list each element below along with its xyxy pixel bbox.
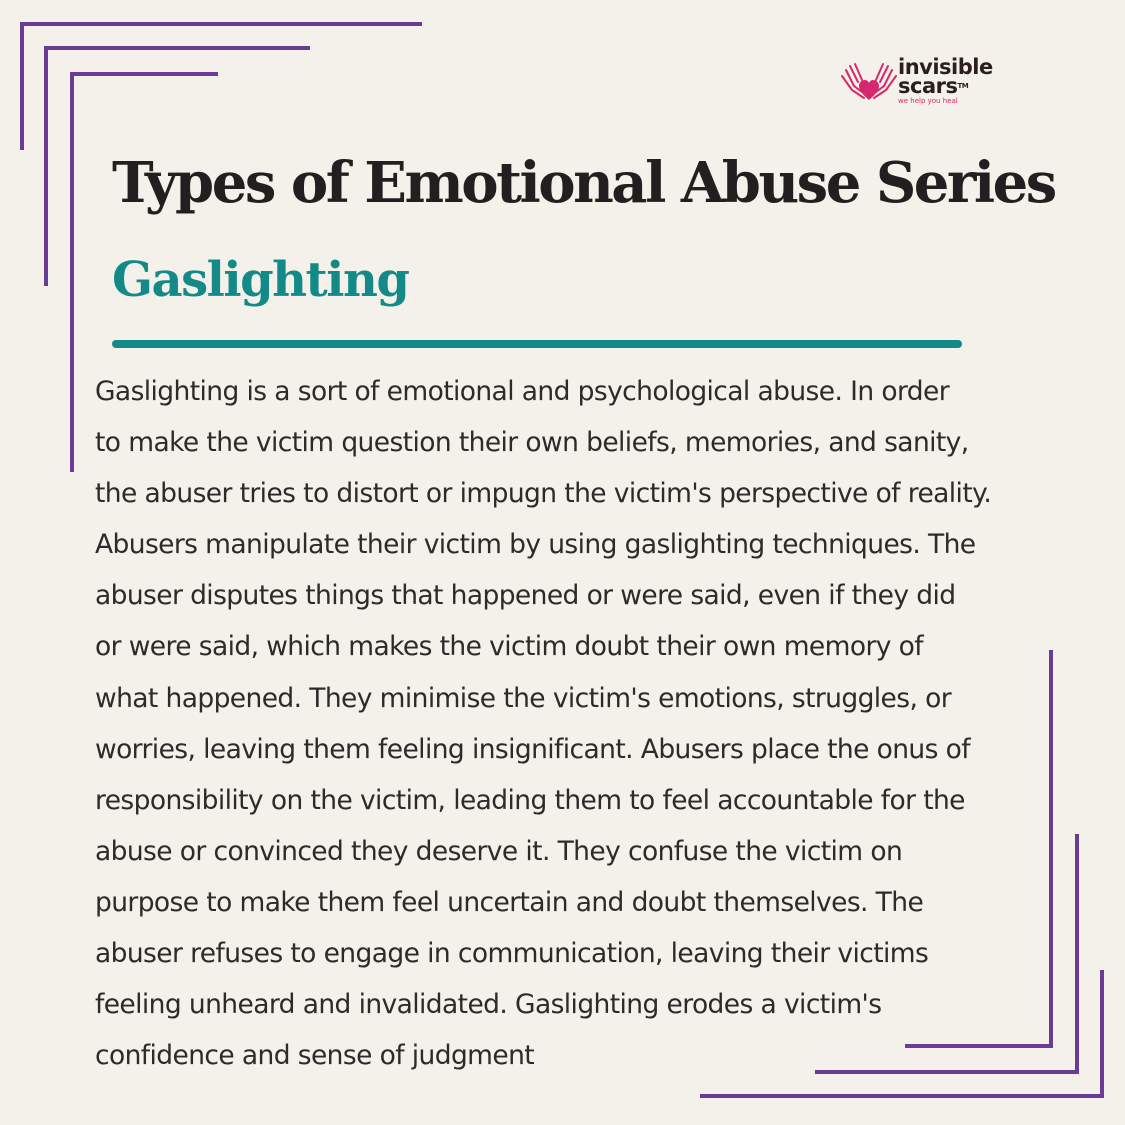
body-line: abuse or convinced they deserve it. They confuse the victim on xyxy=(95,835,903,867)
body-line: responsibility on the victim, leading them to feel accountable for the xyxy=(95,784,965,816)
body-paragraph xyxy=(95,366,1055,1081)
body-line: the abuser tries to distort or impugn the victim's perspective of reality. xyxy=(95,478,992,510)
brand-logo xyxy=(840,55,1020,110)
body-line: or were said, which makes the victim doubt their own memory of xyxy=(95,631,923,663)
body-line: Abusers manipulate their victim by using gaslighting techniques. The xyxy=(95,529,976,561)
logo-trademark: TM xyxy=(957,82,969,90)
hands-heart-icon xyxy=(840,60,898,106)
body-line: feeling unheard and invalidated. Gaslighting erodes a victim's xyxy=(95,989,882,1021)
logo-word-invisible: invisible xyxy=(898,55,993,79)
body-line: abuser refuses to engage in communication, leaving their victims xyxy=(95,938,929,970)
body-line: to make the victim question their own beliefs, memories, and sanity, xyxy=(95,427,969,459)
body-line: abuser disputes things that happened or were said, even if they did xyxy=(95,580,956,612)
page-title: Types of Emotional Abuse Series xyxy=(112,150,1055,216)
logo-tagline: we help you heal xyxy=(898,97,958,105)
body-line: confidence and sense of judgment xyxy=(95,1040,535,1072)
page-subtitle: Gaslighting xyxy=(112,252,409,308)
body-line: worries, leaving them feeling insignificant. Abusers place the onus of xyxy=(95,733,970,765)
body-line: purpose to make them feel uncertain and doubt themselves. The xyxy=(95,886,924,918)
body-line: what happened. They minimise the victim's emotions, struggles, or xyxy=(95,682,952,714)
logo-word-scars: scars xyxy=(898,74,958,98)
title-divider xyxy=(112,340,962,348)
body-line: Gaslighting is a sort of emotional and psychological abuse. In order xyxy=(95,376,950,407)
